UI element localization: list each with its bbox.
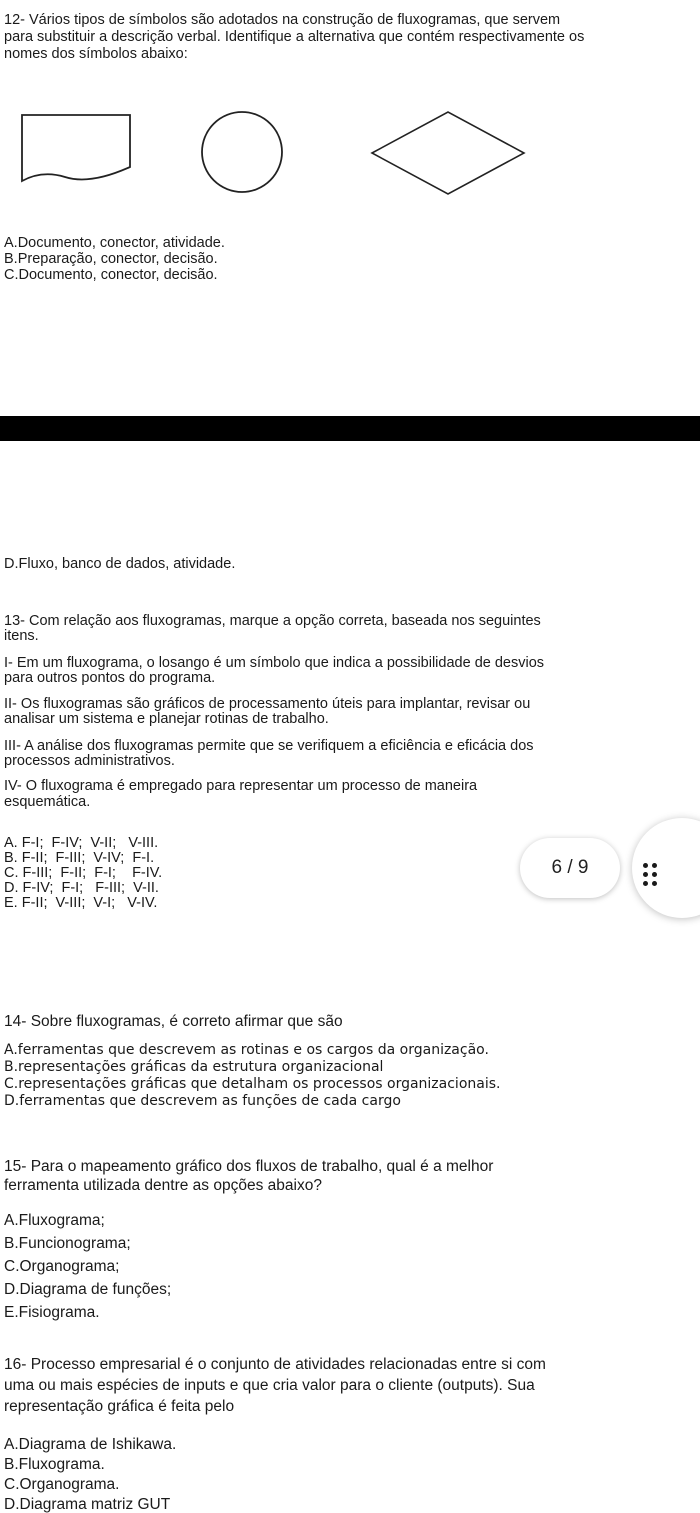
q14-option-b: B.representações gráficas da estrutura organizacional <box>4 1059 384 1075</box>
q13-text-line: III- A análise dos fluxogramas permite que se verifiquem a eficiência e eficácia dos <box>4 738 534 754</box>
q15-option-b: B.Funcionograma; <box>4 1235 131 1252</box>
q14-option-c: C.representações gráficas que detalham os processos organizacionais. <box>4 1076 501 1092</box>
q16-option-c: C.Organograma. <box>4 1476 120 1493</box>
q13-text-line: II- Os fluxogramas são gráficos de processamento úteis para implantar, revisar ou <box>4 696 531 712</box>
q12-text-line: nomes dos símbolos abaixo: <box>4 46 188 62</box>
q12-text-line: para substituir a descrição verbal. Identifique a alternativa que contém respectivamente os <box>4 29 585 45</box>
q16-option-d: D.Diagrama matriz GUT <box>4 1496 171 1513</box>
q12-option-b: B.Preparação, conector, decisão. <box>4 251 218 267</box>
q13-option-c: C. F-III; F-II; F-I; F-IV. <box>4 865 163 881</box>
q15-option-d: D.Diagrama de funções; <box>4 1281 172 1298</box>
q12-option-c: C.Documento, conector, decisão. <box>4 267 218 283</box>
q13-option-e: E. F-II; V-III; V-I; V-IV. <box>4 895 158 911</box>
q13-text-line: analisar um sistema e planejar rotinas de trabalho. <box>4 711 329 727</box>
q16-text-line: representação gráfica é feita pelo <box>4 1398 235 1415</box>
q16-text-line: 16- Processo empresarial é o conjunto de atividades relacionadas entre si com <box>4 1356 546 1373</box>
q15-option-c: C.Organograma; <box>4 1258 120 1275</box>
decision-symbol <box>372 112 524 194</box>
connector-symbol <box>202 112 282 192</box>
page-indicator-label: 6 / 9 <box>551 857 589 878</box>
q14-text-line: 14- Sobre fluxogramas, é correto afirmar que são <box>4 1013 343 1030</box>
q13-text-line: processos administrativos. <box>4 753 175 769</box>
q13-text-line: itens. <box>4 628 39 644</box>
q16-text-line: uma ou mais espécies de inputs e que cria valor para o cliente (outputs). Sua <box>4 1377 535 1394</box>
q13-text-line: esquemática. <box>4 794 91 810</box>
q14-option-d: D.ferramentas que descrevem as funções de cada cargo <box>4 1093 401 1109</box>
q13-text-line: 13- Com relação aos fluxogramas, marque a opção correta, baseada nos seguintes <box>4 613 541 629</box>
q14-option-a: A.ferramentas que descrevem as rotinas e os cargos da organização. <box>4 1042 489 1058</box>
q13-option-d: D. F-IV; F-I; F-III; V-II. <box>4 880 159 896</box>
page-indicator[interactable] <box>520 838 620 898</box>
black-divider-bar <box>0 416 700 441</box>
q16-option-a: A.Diagrama de Ishikawa. <box>4 1436 177 1453</box>
q12-option-a: A.Documento, conector, atividade. <box>4 235 225 251</box>
q13-text-line: para outros pontos do programa. <box>4 670 216 686</box>
flowchart-symbols <box>0 105 560 195</box>
q13-text-line: I- Em um fluxograma, o losango é um símbolo que indica a possibilidade de desvios <box>4 655 545 671</box>
q13-option-b: B. F-II; F-III; V-IV; F-I. <box>4 850 155 866</box>
q15-option-e: E.Fisiograma. <box>4 1304 100 1321</box>
q15-option-a: A.Fluxograma; <box>4 1212 105 1229</box>
q16-option-b: B.Fluxograma. <box>4 1456 105 1473</box>
q12-option-d: D.Fluxo, banco de dados, atividade. <box>4 556 236 572</box>
document-symbol <box>22 115 130 181</box>
q13-option-a: A. F-I; F-IV; V-II; V-III. <box>4 835 159 851</box>
q13-text-line: IV- O fluxograma é empregado para representar um processo de maneira <box>4 778 478 794</box>
q15-text-line: ferramenta utilizada dentre as opções abaixo? <box>4 1177 322 1194</box>
more-dots-icon[interactable] <box>632 818 700 918</box>
q12-text-line: 12- Vários tipos de símbolos são adotados na construção de fluxogramas, que servem <box>4 12 561 28</box>
q15-text-line: 15- Para o mapeamento gráfico dos fluxos de trabalho, qual é a melhor <box>4 1158 494 1175</box>
